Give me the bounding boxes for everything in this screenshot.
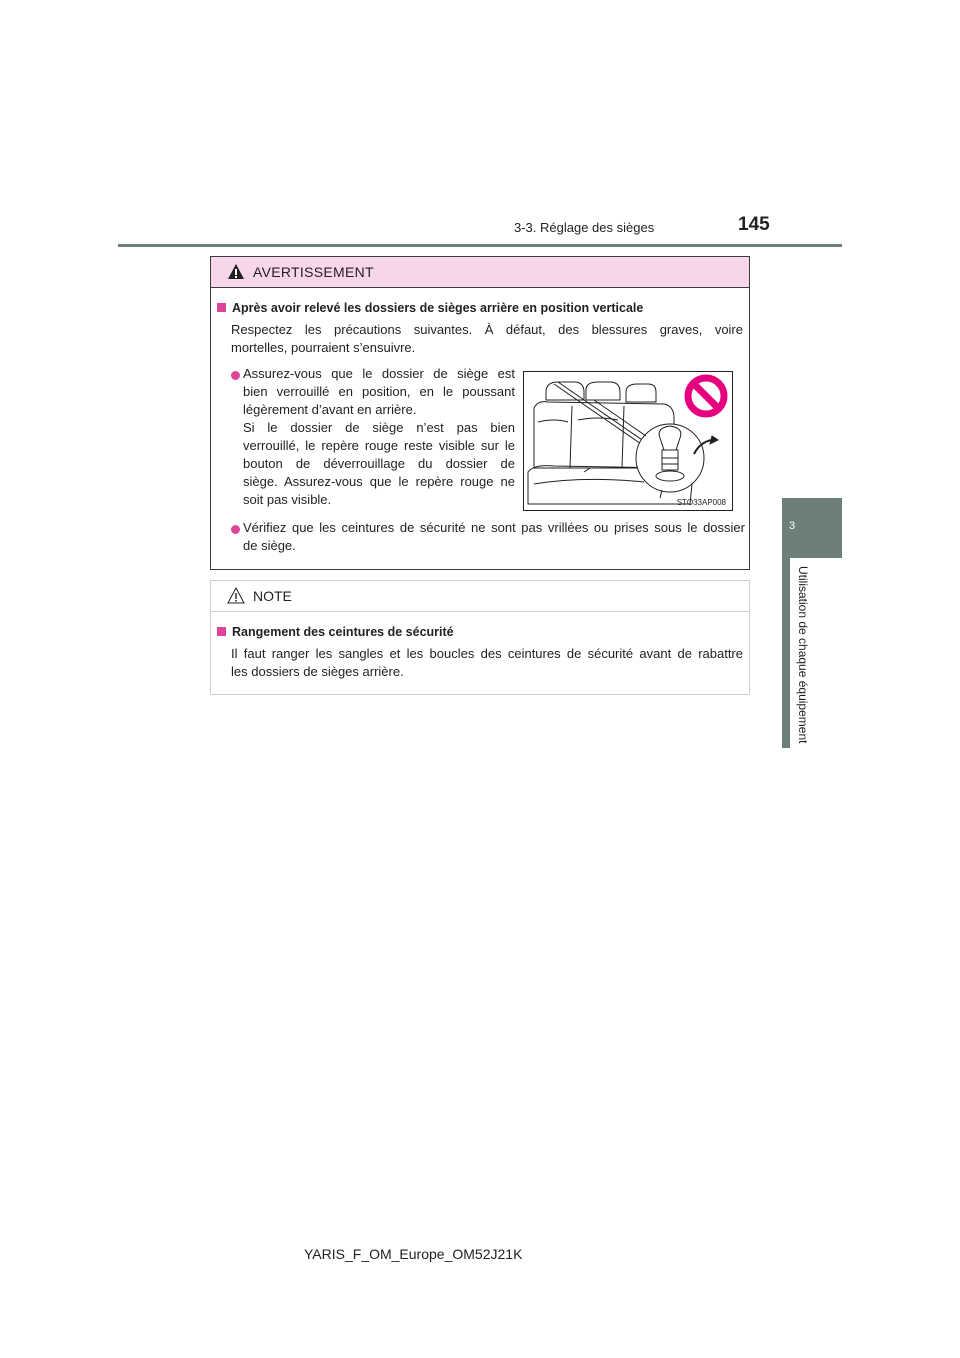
footer-document-id: YARIS_F_OM_Europe_OM52J21K [304, 1246, 523, 1262]
note-body [231, 645, 743, 681]
note-heading-text: Rangement des ceintures de sécurité [232, 625, 454, 639]
header-section-title: 3-3. Réglage des sièges [514, 220, 655, 235]
bullet-dot-icon [231, 525, 240, 534]
bullet-dot-icon [231, 371, 240, 380]
bullet-line: de siège. [243, 538, 296, 553]
note-heading [217, 625, 454, 639]
bullet-line: Assurez-vous que le dossier de siège est [243, 366, 515, 381]
figure-code: STO33AP008 [676, 498, 726, 507]
header-divider [118, 244, 842, 247]
warning-intro-line: Respectez les précautions suivantes. À défaut, des blessures graves, voire [231, 322, 743, 337]
chapter-tab [782, 498, 842, 558]
bullet-line: Vérifiez que les ceintures de sécurité ne sont pas vrillées ou prises sous le dossier [243, 520, 745, 535]
warning-title: AVERTISSEMENT [253, 264, 374, 280]
note-header [211, 581, 749, 612]
note-line: Il faut ranger les sangles et les boucles des ceintures de sécurité avant de rabattre [231, 646, 743, 661]
square-bullet-icon [217, 303, 226, 312]
bullet-line: Si le dossier de siège n’est pas bien [243, 420, 515, 435]
note-title: NOTE [253, 588, 292, 604]
bullet-line: siège. Assurez-vous que le repère rouge ne [243, 474, 515, 489]
square-bullet-icon [217, 627, 226, 636]
note-line: les dossiers de sièges arrière. [231, 664, 404, 679]
warning-box [210, 256, 750, 570]
warning-intro [231, 321, 743, 357]
bullet-line: verrouillé, le repère rouge reste visible sur le [243, 438, 515, 453]
warning-intro-line: mortelles, pourraient s’ensuivre. [231, 340, 416, 355]
prohibition-icon [688, 378, 724, 414]
caution-triangle-icon [227, 587, 245, 604]
note-box [210, 580, 750, 695]
chapter-title: Utilisation de chaque équipement [796, 566, 810, 744]
bullet-line: bouton de déverrouillage du dossier de [243, 456, 515, 471]
warning-bullet-2 [243, 519, 745, 555]
bullet-line: soit pas visible. [243, 492, 332, 507]
warning-heading [217, 301, 643, 315]
bullet-line: bien verrouillé en position, en le poussant [243, 384, 515, 399]
bullet-line: légèrement d’avant en arrière. [243, 402, 417, 417]
page-number: 145 [738, 214, 770, 235]
warning-heading-text: Après avoir relevé les dossiers de sièges arrière en position verticale [232, 301, 644, 315]
rear-seat-drawing [524, 372, 732, 510]
warning-bullet-1 [243, 365, 515, 509]
chapter-strip [782, 558, 790, 748]
chapter-number: 3 [788, 520, 796, 532]
seat-illustration [523, 371, 733, 511]
warning-header [211, 257, 749, 288]
warning-triangle-icon [227, 263, 245, 280]
